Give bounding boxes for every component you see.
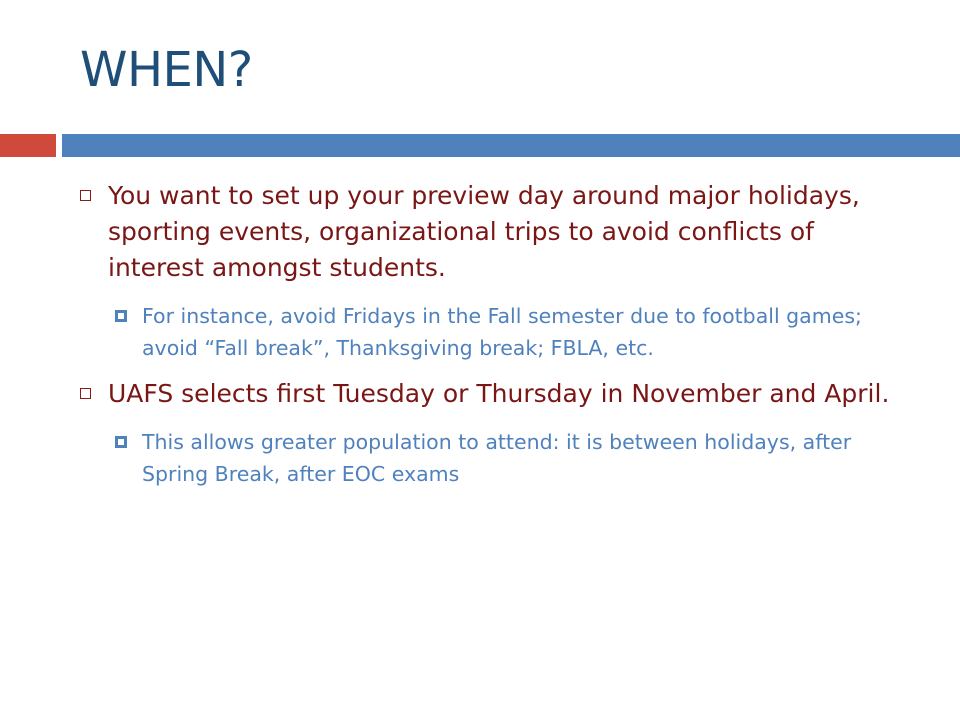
sub-bullet-text: This allows greater population to attend: it is between holidays, after Spring Break, after EOC exams: [142, 430, 852, 486]
bullet-item: [74, 178, 904, 286]
square-bullet-icon: [80, 190, 91, 201]
bullet-text: UAFS selects first Tuesday or Thursday in November and April.: [108, 379, 890, 408]
filled-square-bullet-icon: [115, 310, 127, 322]
bullet-text: You want to set up your preview day around major holidays, sporting events, organizational trips to avoid conflicts of interest amongst students.: [108, 181, 860, 282]
bullet-list: [74, 178, 904, 502]
sub-bullet-item: [108, 300, 904, 364]
square-bullet-icon: [80, 388, 91, 399]
sub-bullet-item: [108, 426, 904, 490]
sub-bullet-text: For instance, avoid Fridays in the Fall semester due to football games; avoid “Fall break”, Thanksgiving break; FBLA, etc.: [142, 304, 862, 360]
accent-bar-blue: [62, 134, 960, 157]
bullet-item: [74, 376, 904, 412]
filled-square-bullet-icon: [115, 436, 127, 448]
accent-bar-red: [0, 134, 56, 157]
slide-title: WHEN?: [80, 42, 253, 98]
